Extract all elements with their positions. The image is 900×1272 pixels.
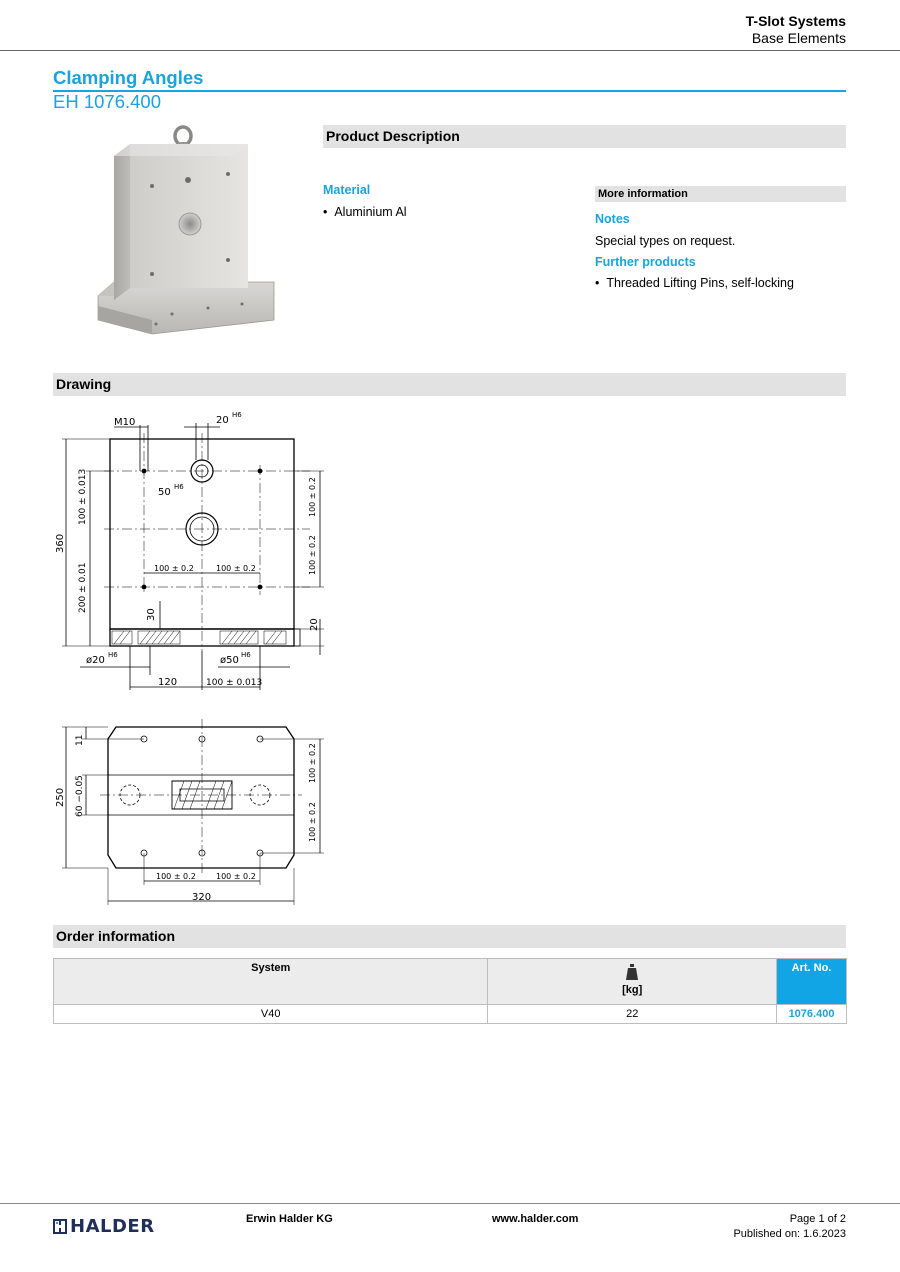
footer-website-link[interactable]: www.halder.com bbox=[492, 1213, 579, 1225]
cell-weight: 22 bbox=[488, 1005, 777, 1024]
dim-20: 20 bbox=[216, 415, 229, 426]
dim-20-base: 20 bbox=[309, 618, 320, 631]
table-row bbox=[54, 1005, 847, 1024]
footer-company: Erwin Halder KG bbox=[246, 1213, 333, 1225]
dim-100-02-right-1: 100 ± 0.2 bbox=[308, 477, 317, 517]
technical-drawing bbox=[50, 405, 330, 910]
dim-100-02-inner-2: 100 ± 0.2 bbox=[216, 564, 256, 573]
product-description-bar: Product Description bbox=[323, 125, 846, 148]
header-category: T-Slot Systems bbox=[745, 13, 846, 29]
dim-200-01: 200 ± 0.01 bbox=[78, 562, 88, 613]
dim-60: 60 −0.05 bbox=[75, 775, 85, 817]
dim-100-02-plan-right-2: 100 ± 0.2 bbox=[308, 802, 317, 842]
product-image bbox=[92, 124, 282, 340]
further-product-item: • Threaded Lifting Pins, self-locking bbox=[595, 276, 794, 290]
product-title: Clamping Angles bbox=[53, 67, 204, 88]
cell-art-no-link[interactable]: 1076.400 bbox=[777, 1005, 847, 1024]
notes-heading: Notes bbox=[595, 212, 630, 226]
further-products-heading: Further products bbox=[595, 255, 696, 269]
dim-dia50: ø50 bbox=[220, 655, 239, 666]
article-number: EH 1076.400 bbox=[53, 91, 162, 112]
dim-dia20: ø20 bbox=[86, 655, 105, 666]
dim-50: 50 bbox=[158, 487, 171, 498]
footer-divider bbox=[0, 1203, 900, 1204]
halder-logo bbox=[53, 1216, 155, 1237]
dim-360: 360 bbox=[55, 533, 66, 553]
dim-m10: M10 bbox=[114, 417, 136, 428]
halder-logo-text: HALDER bbox=[70, 1216, 155, 1237]
footer-published: Published on: 1.6.2023 bbox=[733, 1228, 846, 1240]
dim-100-02-plan-bottom-1: 100 ± 0.2 bbox=[156, 872, 196, 881]
header-divider bbox=[0, 50, 900, 51]
dim-100-02-right-2: 100 ± 0.2 bbox=[308, 535, 317, 575]
order-table-header bbox=[54, 959, 847, 1005]
footer-page: Page 1 of 2 bbox=[789, 1213, 846, 1225]
weight-icon bbox=[626, 964, 638, 980]
material-heading: Material bbox=[323, 183, 371, 197]
dim-120: 120 bbox=[158, 677, 178, 688]
dim-dia50-tol: H6 bbox=[241, 651, 251, 659]
halder-logo-icon bbox=[53, 1219, 67, 1234]
dim-100-02-inner-1: 100 ± 0.2 bbox=[154, 564, 194, 573]
column-system: System bbox=[54, 959, 488, 1005]
dim-100-02-plan-right-1: 100 ± 0.2 bbox=[308, 743, 317, 783]
order-table bbox=[53, 958, 847, 1024]
dim-100-013-left: 100 ± 0.013 bbox=[78, 468, 88, 525]
order-information-bar: Order information bbox=[53, 925, 846, 948]
dim-100-02-plan-bottom-2: 100 ± 0.2 bbox=[216, 872, 256, 881]
column-art-no: Art. No. bbox=[777, 959, 847, 1005]
drawing-bar: Drawing bbox=[53, 373, 846, 396]
dim-50-tol: H6 bbox=[174, 483, 184, 491]
material-item: • Aluminium Al bbox=[323, 205, 407, 219]
column-weight bbox=[488, 959, 777, 1005]
cell-system: V40 bbox=[54, 1005, 488, 1024]
weight-unit: [kg] bbox=[622, 984, 643, 996]
dim-30: 30 bbox=[146, 608, 157, 621]
dim-20-tol: H6 bbox=[232, 411, 242, 419]
dim-dia20-tol: H6 bbox=[108, 651, 118, 659]
dim-320: 320 bbox=[192, 892, 212, 903]
dim-250: 250 bbox=[55, 787, 66, 807]
header-subcategory: Base Elements bbox=[751, 30, 846, 46]
dim-100-013-bottom: 100 ± 0.013 bbox=[206, 678, 263, 688]
notes-text: Special types on request. bbox=[595, 234, 736, 248]
more-information-bar: More information bbox=[595, 186, 846, 202]
dim-11: 11 bbox=[75, 734, 85, 746]
title-rule bbox=[53, 90, 846, 92]
